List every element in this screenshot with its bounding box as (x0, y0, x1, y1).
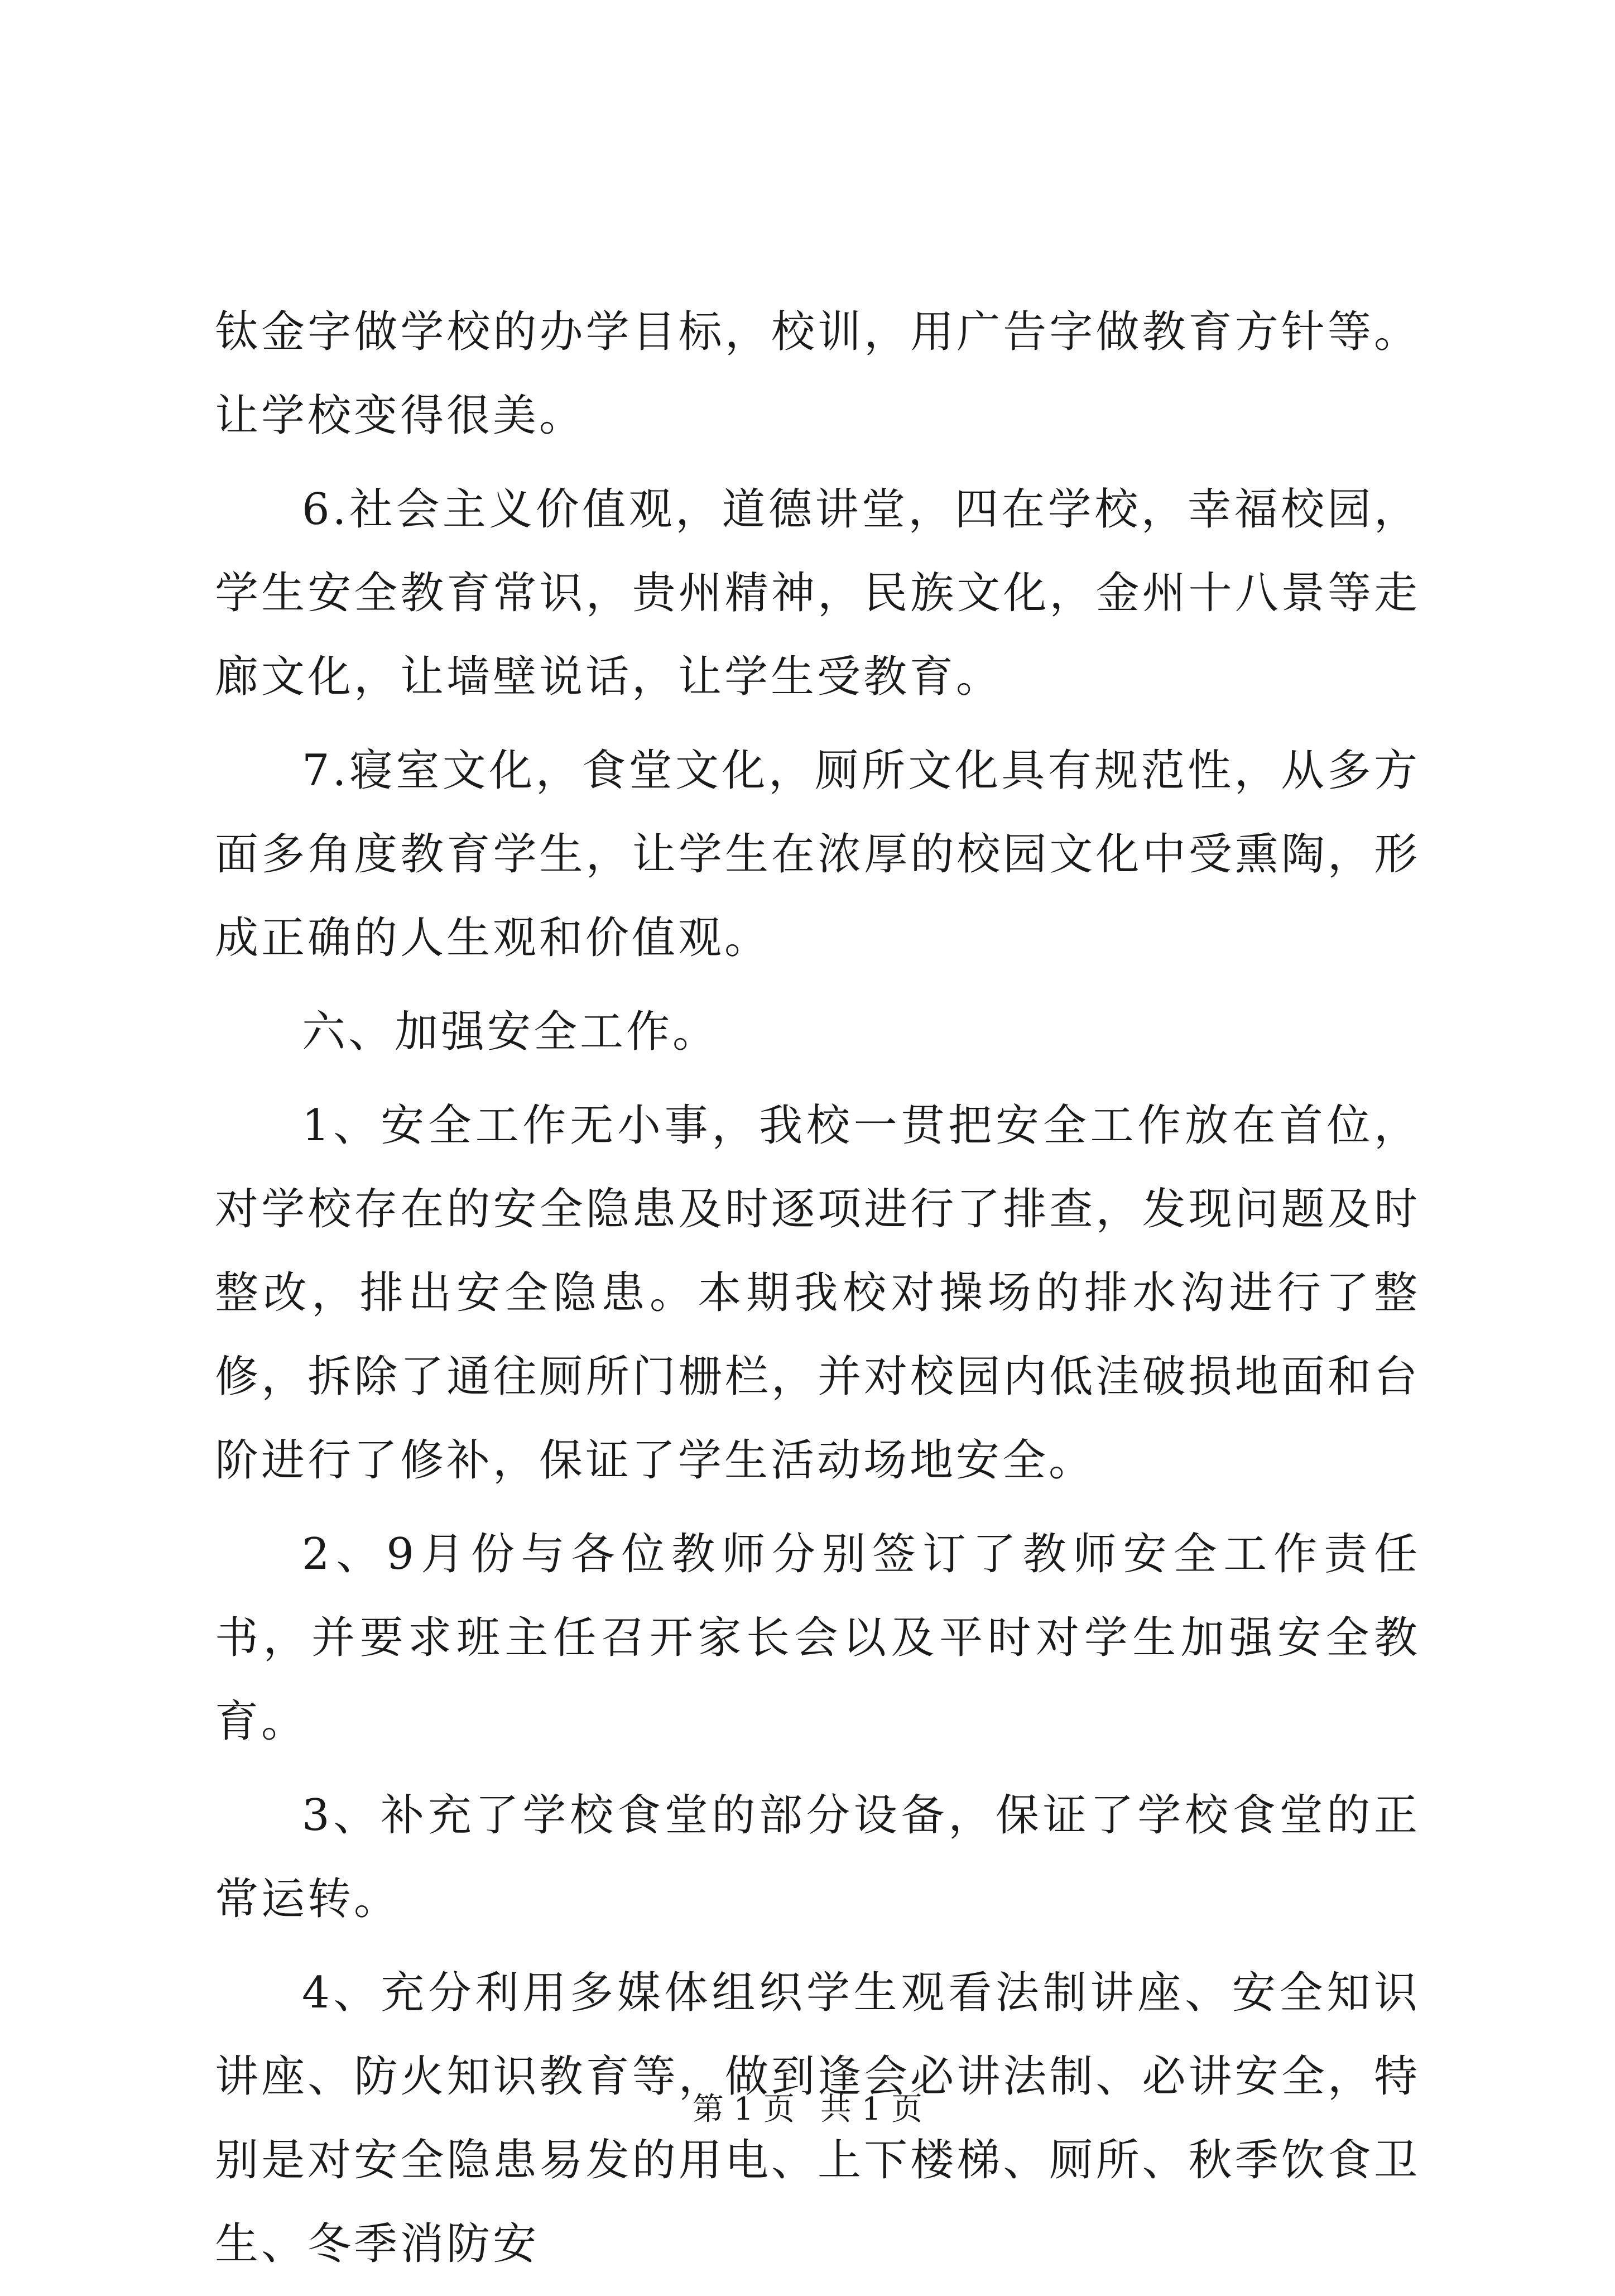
section-heading-safety-work: 六、加强安全工作。 (302, 1007, 719, 1057)
paragraph-safety-item-1: 1、安全工作无小事，我校一贯把安全工作放在首位，对学校存在的安全隐患及时逐项进行了排查，发现问题及时整改，排出安全隐患。本期我校对操场的排水沟进行了整修，拆除了通往厕所门栅栏，并对校园内低洼破损地面和台阶进行了修补，保证了学生活动场地安全。 (215, 1101, 1420, 1486)
paragraph-item-6-corridor-culture: 6.社会主义价值观，道德讲堂，四在学校，幸福校园，学生安全教育常识，贵州精神，民族文化，金州十八景等走廊文化，让墙壁说话，让学生受教育。 (215, 484, 1420, 702)
page-total: 共 1 页 (820, 2091, 923, 2127)
paragraph-campus-signage: 钛金字做学校的办学目标，校训，用广告字做教育方针等。让学校变得很美。 (215, 307, 1420, 441)
page-number: 第 1 页 (692, 2091, 795, 2127)
paragraph-safety-item-4: 4、充分利用多媒体组织学生观看法制讲座、安全知识讲座、防火知识教育等，做到逢会必讲法制、必讲安全，特别是对安全隐患易发的用电、上下楼梯、厕所、秋季饮食卫生、冬季消防安 (215, 1968, 1420, 2269)
page-footer (0, 2090, 1615, 2129)
paragraph-item-7-dorm-culture: 7.寝室文化，食堂文化，厕所文化具有规范性，从多方面多角度教育学生，让学生在浓厚的校园文化中受熏陶，形成正确的人生观和价值观。 (215, 746, 1420, 963)
paragraph-safety-item-3: 3、补充了学校食堂的部分设备，保证了学校食堂的正常运转。 (215, 1790, 1420, 1924)
document-body (215, 290, 1420, 2296)
paragraph-safety-item-2: 2、9月份与各位教师分别签订了教师安全工作责任书，并要求班主任召开家长会以及平时对学生加强安全教育。 (215, 1529, 1420, 1747)
